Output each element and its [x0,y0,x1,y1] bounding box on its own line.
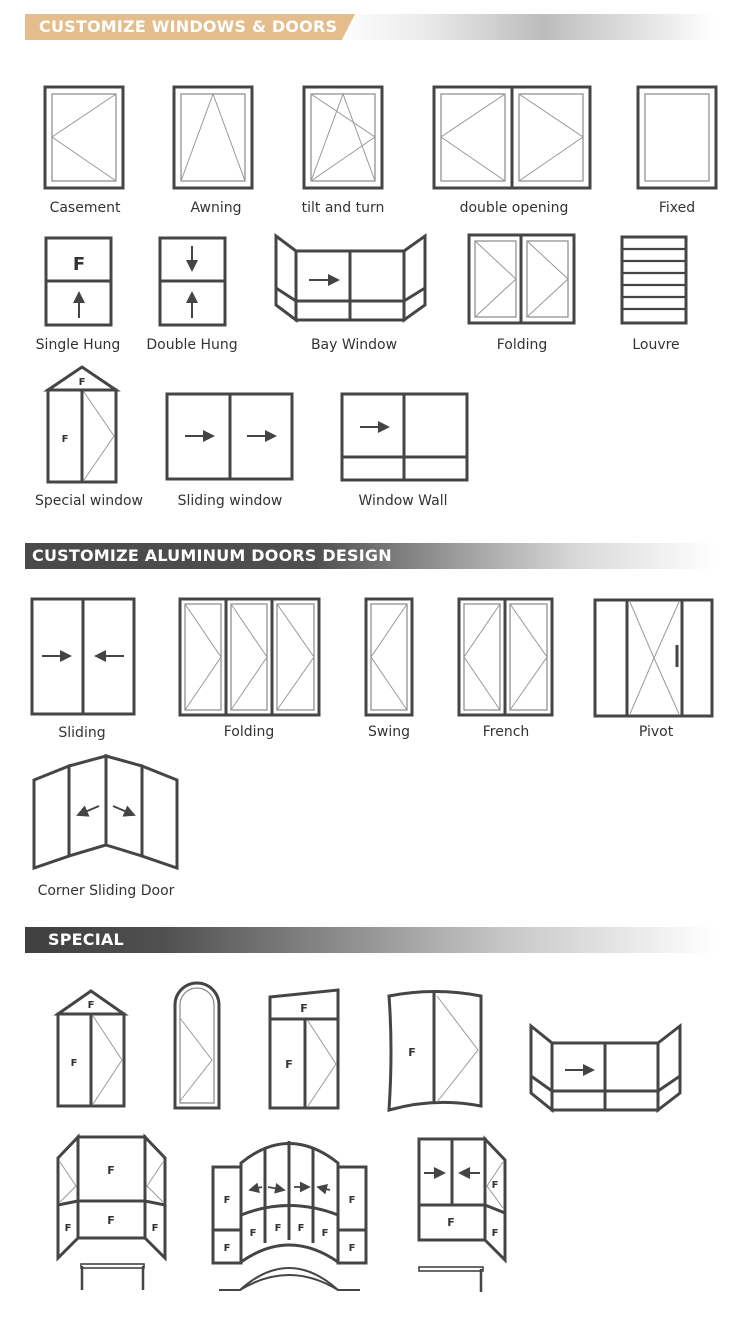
sliding-window-icon [167,394,292,479]
special-side-upper-fixed-mark: F [491,1180,499,1191]
special-arched-right-bottom-fixed-mark: F [348,1243,356,1254]
special-side-lower-fixed-mark: F [491,1228,499,1239]
caption-folding-window: Folding [496,337,548,353]
corner-sliding-door-icon [34,756,177,868]
tilt-turn-window-icon [304,87,382,188]
special-arched-mid-left-fixed-mark: F [274,1223,282,1234]
special-arched-mid-right-fixed-mark: F [297,1223,305,1234]
section-title-windows: CUSTOMIZE WINDOWS & DOORS [39,17,338,36]
double-opening-window-icon [434,87,590,188]
special-arch-window-icon [175,983,219,1108]
awning-window-icon [174,87,252,188]
special-side-window-icon [419,1139,505,1292]
special-arched-inner-left-fixed-mark: F [249,1228,257,1239]
special-bay-window-icon [531,1026,680,1110]
section-title-doors: CUSTOMIZE ALUMINUM DOORS DESIGN [32,546,392,565]
special-trapezoid-top-fixed-mark: F [300,1002,308,1015]
single-hung-fixed-mark: F [72,254,86,275]
caption-sliding-door: Sliding [58,725,106,741]
window-wall-icon [342,394,467,480]
folding-window-icon [469,235,574,323]
special-side-fixed-mark: F [447,1216,455,1229]
swing-door-icon [366,599,412,715]
special-arched-right-top-fixed-mark: F [348,1195,356,1206]
special-gable-fixed-mark: F [70,1058,78,1069]
caption-casement: Casement [49,200,121,216]
fixed-window-icon [638,87,716,188]
caption-double-opening: double opening [459,200,569,216]
caption-corner-sliding-door: Corner Sliding Door [37,883,175,899]
caption-window-wall: Window Wall [358,493,448,509]
folding-door-icon [180,599,319,715]
special-arched-bay-window-icon [213,1141,366,1290]
special-corner-right-fixed-mark: F [151,1223,159,1234]
caption-fixed: Fixed [658,200,696,216]
single-hung-window-icon [46,238,111,325]
casement-window-icon [45,87,123,188]
special-window-gable-fixed-mark: F [78,377,86,388]
special-arched-left-bottom-fixed-mark: F [223,1243,231,1254]
special-trapezoid-fixed-mark: F [285,1058,293,1071]
double-hung-window-icon [160,238,225,325]
caption-single-hung: Single Hung [35,337,121,353]
special-arched-inner-right-fixed-mark: F [321,1228,329,1239]
pivot-door-icon [595,600,712,716]
special-curved-window-icon [389,992,481,1111]
caption-pivot-door: Pivot [638,724,674,740]
louvre-window-icon [622,237,686,323]
caption-special-window: Special window [34,493,144,509]
special-corner-bottom-fixed-mark: F [107,1214,115,1227]
bay-window-icon [276,236,425,320]
sliding-door-icon [32,599,134,714]
caption-french-door: French [482,724,530,740]
special-curved-fixed-mark: F [408,1046,416,1059]
caption-tilt-turn: tilt and turn [301,200,385,216]
special-corner-top-fixed-mark: F [107,1164,115,1177]
caption-folding-door: Folding [223,724,275,740]
caption-louvre: Louvre [632,337,680,353]
special-window-fixed-mark: F [61,434,69,445]
special-gable-top-fixed-mark: F [87,1000,95,1011]
special-corner-left-fixed-mark: F [64,1223,72,1234]
caption-double-hung: Double Hung [146,337,238,353]
caption-swing-door: Swing [368,724,410,740]
caption-bay-window: Bay Window [310,337,398,353]
caption-sliding-window: Sliding window [177,493,283,509]
caption-awning: Awning [190,200,242,216]
section-title-special: SPECIAL [48,930,124,949]
special-arched-left-top-fixed-mark: F [223,1195,231,1206]
french-door-icon [459,599,552,715]
